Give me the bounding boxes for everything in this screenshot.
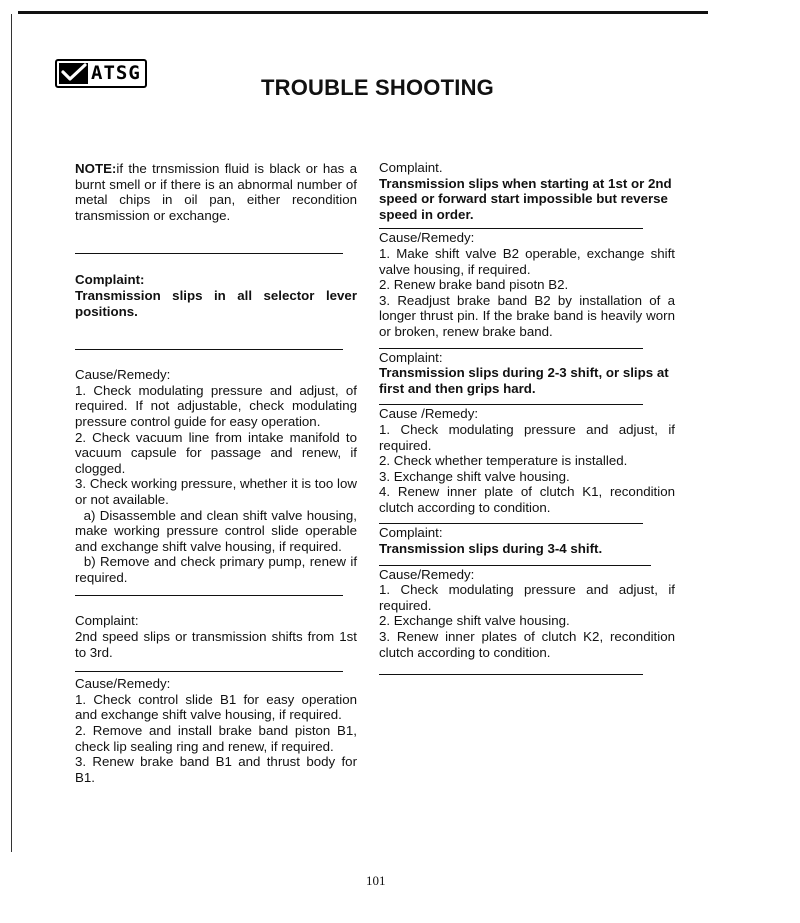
section-divider [379, 565, 651, 566]
right-column [379, 160, 675, 675]
complaint-label: Complaint: [379, 349, 443, 365]
section-divider [75, 595, 343, 596]
complaint-text: Transmission slips in all selector lever positions. [75, 287, 357, 319]
complaint-label: Complaint: [379, 525, 443, 541]
cause-remedy-label: Cause/Remedy: [75, 676, 171, 692]
complaint-text: Transmission slips during 3-4 shift. [379, 541, 603, 557]
complaint-text: 2nd speed slips or transmission shifts from 1st to 3rd. [75, 629, 357, 660]
note-paragraph [75, 161, 357, 223]
complaint-text: Transmission slips during 2-3 shift, or slips at first and then grips hard. [379, 365, 669, 396]
left-margin-rule [11, 14, 12, 852]
top-border-rule [18, 11, 708, 14]
cause-remedy-label: Cause/Remedy: [379, 230, 475, 246]
complaint-text: Transmission slips when starting at 1st or 2nd speed or forward start impossible but reverse speed in order. [379, 175, 672, 222]
section-divider [379, 348, 643, 349]
remedy-item: 2. Remove and install brake band piston B1, check lip sealing ring and renew, if required. [75, 723, 357, 754]
page-number: 101 [366, 873, 386, 888]
page-title: TROUBLE SHOOTING [261, 75, 494, 100]
remedy-item: 1. Check modulating pressure and adjust, if required. [379, 582, 675, 613]
section-divider [379, 228, 643, 229]
cause-remedy-label: Cause/Remedy: [75, 367, 171, 383]
section-divider [379, 404, 643, 405]
remedy-item: 2. Check whether temperature is installed. [379, 453, 628, 469]
atsg-logo [55, 59, 147, 88]
remedy-subitem-text: a) Disassemble and clean shift valve housing, make working pressure control slide operable and exchange shift valve housing, if required. [75, 507, 358, 554]
remedy-item: 3. Renew inner plates of clutch K2, recondition clutch according to condition. [379, 629, 675, 660]
remedy-subitem [75, 554, 357, 585]
remedy-subitem [75, 508, 357, 555]
cause-remedy-label: Cause/Remedy: [379, 566, 475, 582]
complaint-label: Complaint: [75, 613, 139, 629]
remedy-item: 1. Check modulating pressure and adjust, of required. If not adjustable, check modulating pressure control guide for easy operation. [75, 382, 357, 429]
remedy-subitem-text: b) Remove and check primary pump, renew if required. [75, 554, 358, 585]
section-divider [75, 349, 343, 350]
remedy-item: 1. Check modulating pressure and adjust, if required. [379, 421, 675, 453]
section-divider [75, 671, 343, 672]
remedy-item: 2. Check vacuum line from intake manifold to vacuum capsule for passage and renew, if clogged. [75, 429, 357, 476]
remedy-item: 3. Exchange shift valve housing. [379, 468, 570, 484]
complaint-label: Complaint. [379, 160, 443, 175]
note-label: NOTE: [75, 161, 117, 176]
note-text: if the trnsmission fluid is black or has a burnt smell or if there is an abnormal number of metal chips in oil pan, either recondition transmission or exchange. [75, 161, 357, 223]
cause-remedy-label: Cause /Remedy: [379, 406, 479, 422]
logo-text: ATSG [91, 62, 141, 84]
remedy-item: 3. Readjust brake band B2 by installation of a longer thrust pin. If the brake band is heavily worn or broken, renew brake band. [379, 292, 675, 339]
remedy-item: 1. Make shift valve B2 operable, exchange shift valve housing, if required. [379, 245, 675, 277]
remedy-item: 1. Check control slide B1 for easy operation and exchange shift valve housing, if required. [75, 691, 357, 723]
remedy-item: 2. Exchange shift valve housing. [379, 613, 570, 629]
left-column [75, 161, 357, 785]
remedy-item: 4. Renew inner plate of clutch K1, recondition clutch according to condition. [379, 484, 675, 515]
remedy-item: 2. Renew brake band pisotn B2. [379, 277, 569, 293]
section-divider [379, 674, 643, 675]
section-divider [379, 523, 643, 524]
remedy-item: 3. Check working pressure, whether it is too low or not available. [75, 476, 357, 507]
section-divider [75, 253, 343, 254]
complaint-label: Complaint: [75, 272, 145, 288]
remedy-item: 3. Renew brake band B1 and thrust body for B1. [75, 754, 357, 785]
